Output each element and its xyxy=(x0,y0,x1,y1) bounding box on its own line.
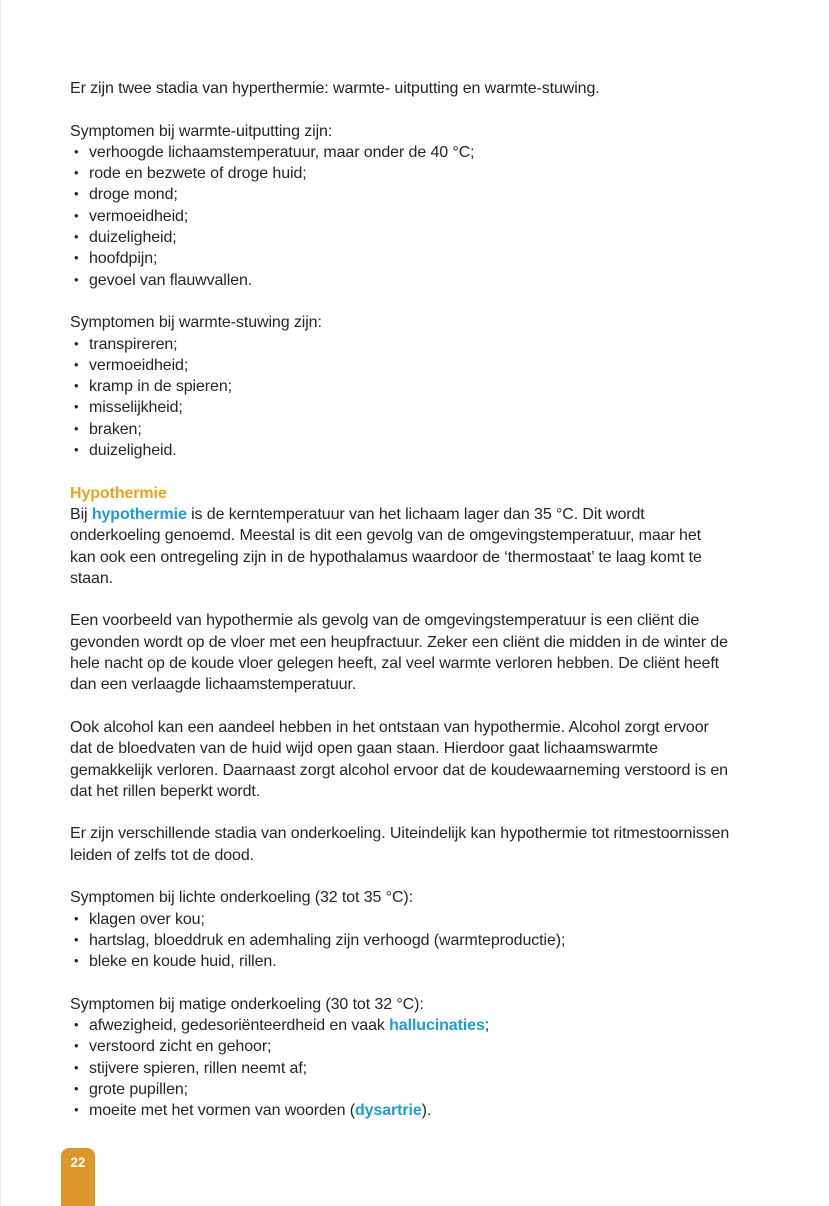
list-item xyxy=(70,142,730,163)
text-run: ; xyxy=(484,1017,490,1035)
text-run: afwezigheid, gedesoriënteerdheid en vaak xyxy=(89,1017,390,1035)
text-run: verhoogde lichaamstemperatuur, maar onder de 40 °C; xyxy=(89,143,475,161)
text-run: Er zijn twee stadia van hyperthermie: warmte- uitputting en warmte-stuwing. xyxy=(70,80,600,97)
text-run: vermoeidheid; xyxy=(89,356,189,374)
text-run: transpireren; xyxy=(89,335,178,353)
list-item xyxy=(70,419,730,440)
text-run: Bij xyxy=(70,505,92,523)
text-run: bleke en koude huid, rillen. xyxy=(89,953,277,971)
lead-warmte-uitputting xyxy=(70,121,730,142)
lead-matige-onderkoeling xyxy=(70,994,730,1015)
list-item xyxy=(70,163,730,184)
list-item xyxy=(70,930,730,951)
text-run: duizeligheid. xyxy=(89,442,177,460)
link-hallucinaties[interactable]: hallucinaties xyxy=(389,1017,485,1035)
text-run: misselijkheid; xyxy=(89,399,183,417)
text-run: stijvere spieren, rillen neemt af; xyxy=(89,1059,308,1077)
heading-hypothermie xyxy=(70,483,730,504)
para-hypothermie-definitie xyxy=(70,504,730,589)
text-run: duizeligheid; xyxy=(89,229,177,247)
text-run: hartslag, bloeddruk en ademhaling zijn verhoogd (warmteproductie); xyxy=(89,931,566,949)
text-run: moeite met het vormen van woorden ( xyxy=(89,1102,355,1120)
list-item xyxy=(70,1100,730,1121)
text-run: droge mond; xyxy=(89,186,178,204)
text-run: gevoel van flauwvallen. xyxy=(89,271,253,289)
para-voorbeeld xyxy=(70,610,730,695)
lead-warmte-stuwing xyxy=(70,312,730,333)
text-run: verstoord zicht en gehoor; xyxy=(89,1038,272,1056)
text-run: Symptomen bij matige onderkoeling (30 tot 32 °C): xyxy=(70,995,424,1013)
text-run: braken; xyxy=(89,420,142,438)
list-item xyxy=(70,1015,730,1036)
text-run: Symptomen bij lichte onderkoeling (32 tot 35 °C): xyxy=(70,889,414,907)
document-content xyxy=(70,78,730,1143)
text-run: grote pupillen; xyxy=(89,1080,189,1098)
text-run: Een voorbeeld van hypothermie als gevolg van de omgevingstemperatuur is een cliënt die gevonden wordt op de vloer met een heupfractuur. Zeker een cliënt die midden in de winter de hele nacht op de koude vloer gelegen heeft, zal veel warmte verloren hebben. De cliënt heeft dan een verlaagde lichaamstemperatuur. xyxy=(70,612,728,694)
page-number-badge xyxy=(61,1148,95,1206)
list-item xyxy=(70,397,730,418)
list-item xyxy=(70,1079,730,1100)
para-alcohol xyxy=(70,717,730,802)
list-warmte-uitputting xyxy=(70,142,730,291)
list-item xyxy=(70,184,730,205)
link-hypothermie[interactable]: hypothermie xyxy=(91,505,187,523)
text-run: hoofdpijn; xyxy=(89,250,158,268)
text-run: Symptomen bij warmte-stuwing zijn: xyxy=(70,314,322,332)
list-matige-onderkoeling xyxy=(70,1015,730,1121)
text-run: Hypothermie xyxy=(70,484,167,502)
text-run: is de kerntemperatuur van het lichaam lager dan 35 °C. Dit wordt onderkoeling genoemd. Meestal is dit een gevolg van de omgevingstemperatuur, maar het kan ook een ontregeling zijn in de hypothalamus waardoor de ‘thermostaat’ te laag komt te staan. xyxy=(70,505,702,587)
list-item xyxy=(70,1058,730,1079)
text-run: Ook alcohol kan een aandeel hebben in het ontstaan van hypothermie. Alcohol zorgt ervoor dat de bloedvaten van de huid wijd open gaan staan. Hierdoor gaat lichaamswarmte gemakkelijk verloren. Daarnaast zorgt alcohol ervoor dat de koudewaarneming verstoord is en dat het rillen beperkt wordt. xyxy=(70,718,728,800)
list-item xyxy=(70,909,730,930)
list-item xyxy=(70,440,730,461)
text-run: ). xyxy=(421,1102,432,1120)
list-warmte-stuwing xyxy=(70,334,730,462)
text-run: Symptomen bij warmte-uitputting zijn: xyxy=(70,122,333,140)
lead-lichte-onderkoeling xyxy=(70,887,730,908)
list-item xyxy=(70,206,730,227)
text-run: Er zijn verschillende stadia van onderkoeling. Uiteindelijk kan hypothermie tot ritmestoornissen leiden of zelfs tot de dood. xyxy=(70,825,730,864)
text-run: vermoeidheid; xyxy=(89,207,189,225)
intro-paragraph xyxy=(70,78,730,99)
list-lichte-onderkoeling xyxy=(70,909,730,973)
list-item xyxy=(70,376,730,397)
text-run: kramp in de spieren; xyxy=(89,378,232,396)
list-item xyxy=(70,334,730,355)
list-item xyxy=(70,951,730,972)
list-item xyxy=(70,270,730,291)
para-stadia xyxy=(70,823,730,866)
list-item xyxy=(70,248,730,269)
list-item xyxy=(70,355,730,376)
list-item xyxy=(70,1036,730,1057)
link-dysartrie[interactable]: dysartrie xyxy=(354,1102,422,1120)
list-item xyxy=(70,227,730,248)
text-run: klagen over kou; xyxy=(89,910,205,928)
text-run: rode en bezwete of droge huid; xyxy=(89,165,307,183)
page-number: 22 xyxy=(70,1155,86,1170)
